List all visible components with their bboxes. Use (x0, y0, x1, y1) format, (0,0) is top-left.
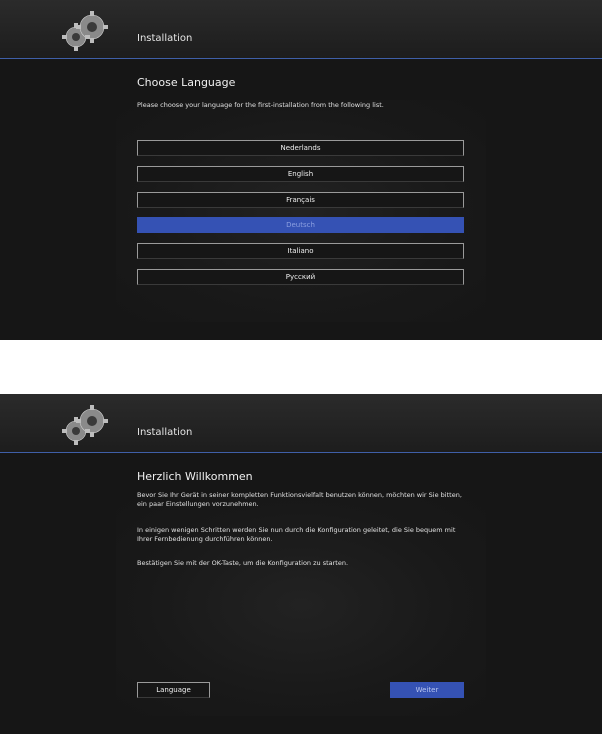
language-option-nederlands[interactable]: Nederlands (137, 140, 464, 156)
language-option-francais[interactable]: Français (137, 192, 464, 208)
welcome-paragraph-1: Bevor Sie Ihr Gerät in seiner kompletten Funktionsvielfalt benutzen können, möchten wir Sie bitten, ein paar Einstellungen vorzunehmen. (137, 491, 462, 508)
header-bar (0, 0, 602, 59)
language-option-deutsch[interactable]: Deutsch (137, 217, 464, 233)
header-title: Installation (137, 33, 193, 44)
next-button[interactable]: Weiter (390, 682, 464, 698)
gears-icon (58, 403, 110, 447)
page-heading: Choose Language (137, 76, 236, 89)
language-button[interactable]: Language (137, 682, 210, 698)
language-option-english[interactable]: English (137, 166, 464, 182)
header-title: Installation (137, 427, 193, 438)
page-heading: Herzlich Willkommen (137, 470, 253, 483)
language-selection-screen (0, 0, 602, 340)
instruction-text: Please choose your language for the first-installation from the following list. (137, 101, 384, 109)
gears-icon (58, 9, 110, 53)
language-option-russian[interactable]: Русский (137, 269, 464, 285)
welcome-screen (0, 394, 602, 734)
welcome-paragraph-2: In einigen wenigen Schritten werden Sie nun durch die Konfiguration geleitet, die Sie bequem mit Ihrer Fernbedienung durchführen können. (137, 526, 456, 543)
welcome-paragraph-3: Bestätigen Sie mit der OK-Taste, um die Konfiguration zu starten. (137, 559, 349, 567)
content-panel (116, 100, 486, 322)
header-bar (0, 394, 602, 453)
language-option-italiano[interactable]: Italiano (137, 243, 464, 259)
